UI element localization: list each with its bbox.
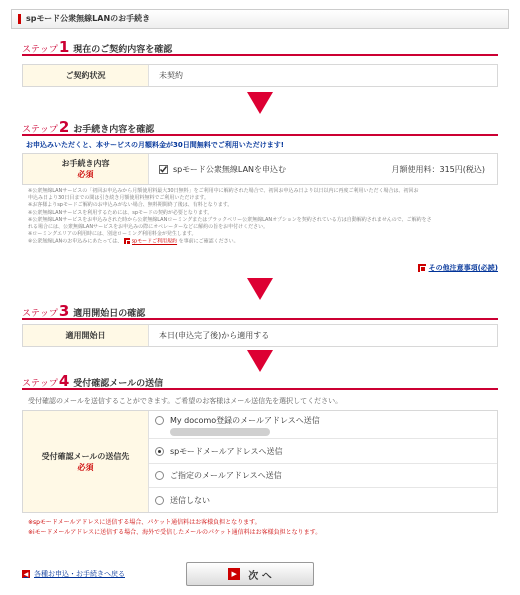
next-arrow-icon: ▶ [228,568,240,580]
step-prefix: ステップ [22,125,58,135]
note-line: ※spモードメールアドレスに送信する場合、パケット通信料はお客様負担となります。 [28,519,261,526]
step-number: 4 [58,372,70,390]
mail-destination-label: 受付確認メールの送信先 [41,451,130,461]
radio-option-label: spモードメールアドレスへ送信 [170,446,283,456]
step-prefix: ステップ [22,45,58,55]
procedure-value-cell [149,154,497,184]
monthly-fee: 月額使用料：315円(税込) [391,164,485,174]
radio-option-none[interactable] [149,488,497,512]
next-button[interactable] [186,562,314,586]
contract-status-value: 未契約 [149,65,497,86]
start-date-label: 適用開始日 [23,325,149,346]
radio-option-label: ご指定のメールアドレスへ送信 [170,471,282,480]
step2-header [22,118,498,136]
start-date-box [22,324,498,347]
step2-notes [28,188,498,246]
required-badge: 必須 [77,462,94,472]
step-label: 現在のご契約内容を確認 [73,45,173,55]
procedure-label-cell [23,154,149,184]
note-line [28,238,498,246]
down-arrow-icon [247,92,273,114]
radio-button[interactable] [155,471,164,480]
mail-intro: 受付確認のメールを送信することができます。ご希望のお客様はメール送信先を選択してください。 [28,397,343,405]
note-line: ※公衆無線LANサービスをお申込みされた時から公衆無線LANローミングまたはブラックベリー公衆無線LANオプションを契約されている方は自動解約されませんので、ご解約をさ [28,216,432,223]
start-date-value: 本日(申込完了後)から適用する [149,325,497,346]
radio-option-label: My docomo登録のメールアドレスへ送信 [170,416,320,425]
radio-option-spmode[interactable] [149,439,497,464]
note-line: れる場合には、公衆無線LANサービスをお申込みの際にオペレーターなどに解約の旨をお申付けください。 [28,224,269,231]
step-number: 1 [58,38,70,56]
radio-button[interactable] [155,416,164,425]
step4-header [22,372,498,390]
note-line: ※公衆無線LANサービスの「初回お申込みから月額使用料最大30日無料」をご利用中に解約された場合で、初回お申込み日より以日以内に再度ご利用いただく場合は、初回お [28,188,419,194]
step4-notes [28,518,321,538]
note-line: ※公衆無線LANサービスを利用するためには、spモードの契約が必要となります。 [28,209,213,216]
back-arrow-icon: ◀ [23,570,29,578]
terms-link[interactable]: spモードご利用規約 [131,238,178,245]
mail-destination-box [22,410,498,513]
step3-header [22,302,498,320]
back-link-label: 各種お申込・お手続きへ戻る [34,570,125,578]
note-line: 申込み日より30日目までの間は引き続き月額使用料無料でご利用いただけます。 [28,195,209,202]
radio-button[interactable] [155,496,164,505]
note-line: ※お客様よりspモードご解約のお申込みがない場合、無料期間終了後は、有料となります。 [28,202,233,209]
apply-checkbox-label: spモード公衆無線LANを申込む [173,164,287,174]
down-arrow-icon [247,278,273,300]
radio-option-mydocomo[interactable] [149,411,497,439]
external-link-icon [418,264,426,272]
step-label: お手続き内容を確認 [73,125,155,135]
apply-checkbox[interactable] [159,165,168,174]
mail-destination-options [149,411,497,512]
procedure-label: お手続き内容 [61,159,110,168]
note-line: ※iモードメールアドレスに送信する場合、海外で受信したメールのパケット通信料はお客様負担となります。 [28,529,322,536]
step-label: 受付確認メールの送信 [73,379,164,389]
step-prefix: ステップ [22,379,58,389]
other-notes-link[interactable] [418,263,498,273]
step1-header [22,38,498,56]
check-icon [159,165,168,174]
radio-button-selected[interactable] [155,447,164,456]
down-arrow-icon [247,350,273,372]
step-label: 適用開始日の確認 [73,309,146,319]
radio-option-label: 送信しない [170,495,210,505]
contract-status-label: ご契約状況 [23,65,149,86]
mail-destination-label-cell [23,411,149,512]
note-line-text: を事前にご確認ください。 [178,238,239,245]
other-notes-link-label: その他注意事項(必読) [428,264,498,272]
step-prefix: ステップ [22,309,58,319]
contract-status-box [22,64,498,87]
back-link[interactable] [22,569,125,579]
free-campaign-notice: お申込みいただくと、本サービスの月額料金が30日間無料でご利用いただけます! [26,141,284,149]
masked-email-address [170,428,270,436]
external-link-icon [124,238,130,244]
page-title: spモード公衆無線LANのお手続き [11,9,509,29]
next-button-label: 次 へ [248,570,272,582]
step-number: 3 [58,302,70,320]
radio-option-specified[interactable] [149,464,497,488]
note-line: ※ローミングエリアの利用時には、別途ローミング利用料金が発生します。 [28,231,197,238]
required-badge: 必須 [77,170,94,179]
procedure-box [22,153,498,185]
apply-checkbox-row[interactable] [159,164,286,175]
step-number: 2 [58,118,70,136]
note-line-text: ※公衆無線LANのお申込みにあたっては、 [28,238,123,245]
